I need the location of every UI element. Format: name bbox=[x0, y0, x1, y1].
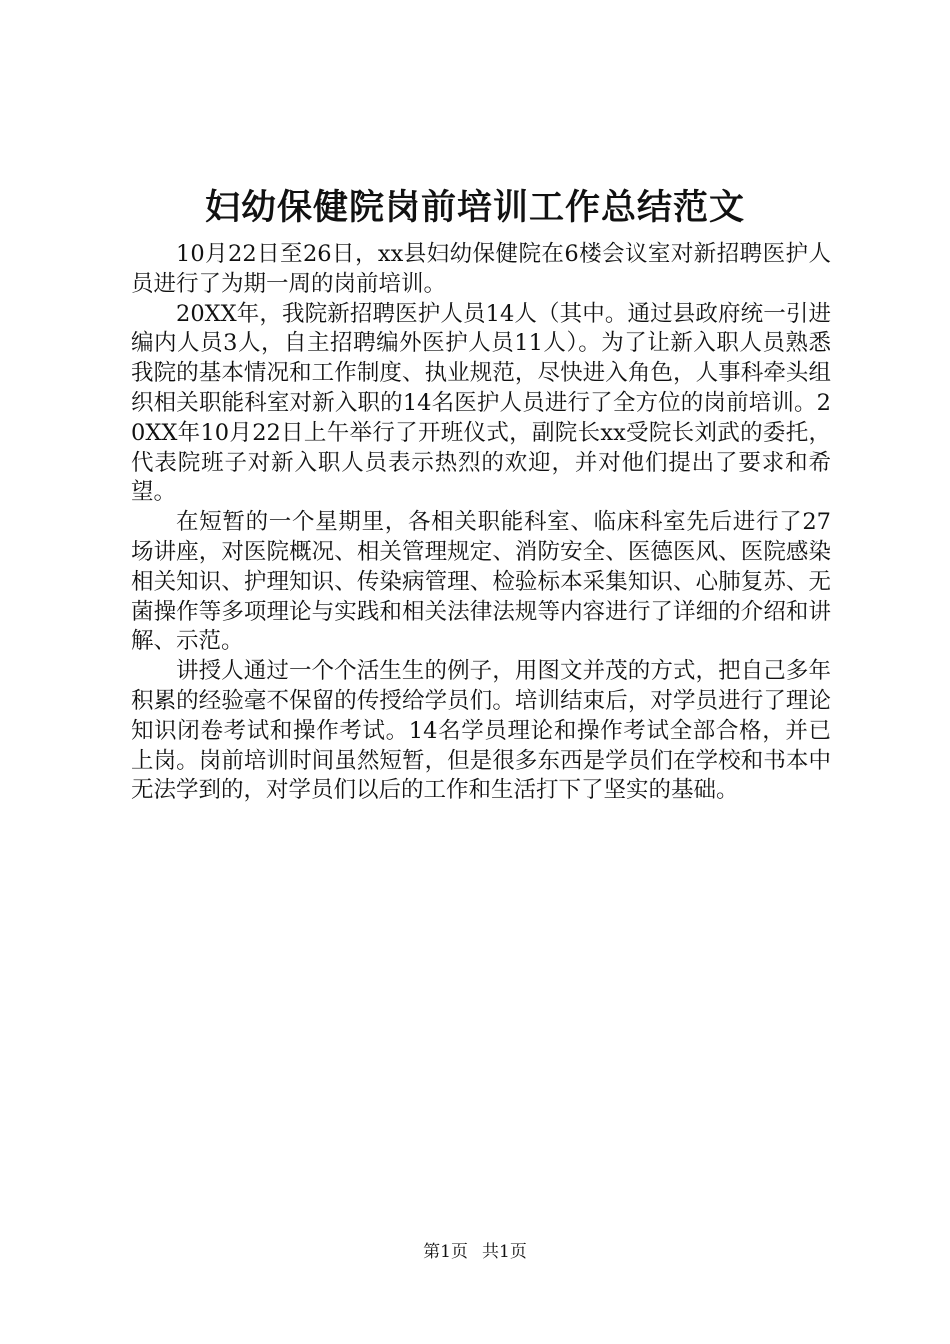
page-number-total: 共1页 bbox=[482, 1242, 527, 1262]
page-footer bbox=[0, 1240, 950, 1264]
paragraph-1: 10月22日至26日，xx县妇幼保健院在6楼会议室对新招聘医护人员进行了为期一周的岗前培训。 bbox=[131, 241, 831, 297]
paragraph-3: 在短暂的一个星期里，各相关职能科室、临床科室先后进行了27场讲座，对医院概况、相关管理规定、消防安全、医德医风、医院感染相关知识、护理知识、传染病管理、检验标本采集知识、心肺复苏、无菌操作等多项理论与实践和相关法律法规等内容进行了详细的介绍和讲解、示范。 bbox=[131, 509, 831, 655]
document-title: 妇幼保健院岗前培训工作总结范文 bbox=[204, 187, 745, 228]
page-number-current: 第1页 bbox=[423, 1242, 468, 1262]
paragraph-2: 20XX年，我院新招聘医护人员14人（其中。通过县政府统一引进编内人员3人，自主招聘编外医护人员11人）。为了让新入职人员熟悉我院的基本情况和工作制度、执业规范，尽快进入角色，人事科牵头组织相关职能科室对新入职的14名医护人员进行了全方位的岗前培训。20XX年10月22日上午举行了开班仪式，副院长xx受院长刘武的委托，代表院班子对新入职人员表示热烈的欢迎，并对他们提出了要求和希望。 bbox=[131, 300, 831, 506]
document-body bbox=[131, 240, 831, 806]
paragraph-4: 讲授人通过一个个活生生的例子，用图文并茂的方式，把自己多年积累的经验毫不保留的传授给学员们。培训结束后，对学员进行了理论知识闭卷考试和操作考试。14名学员理论和操作考试全部合格，并已上岗。岗前培训时间虽然短暂，但是很多东西是学员们在学校和书本中无法学到的，对学员们以后的工作和生活打下了坚实的基础。 bbox=[131, 658, 831, 804]
